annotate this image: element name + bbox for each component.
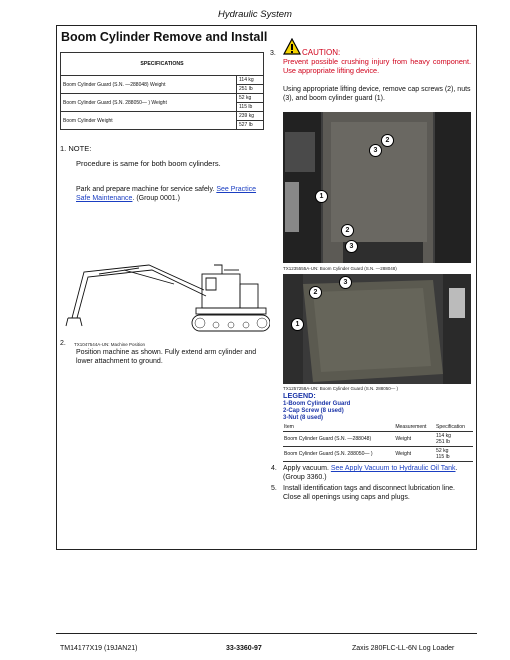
step4-number: 4.	[271, 465, 277, 472]
row-measurement: Weight	[394, 432, 435, 447]
step4-reference: . (Group 3360.)	[283, 465, 458, 481]
caution-word: CAUTION:	[302, 48, 341, 57]
park-text: Park and prepare machine for service safely.	[76, 186, 215, 193]
row-spec-imperial: 115 lb	[436, 454, 450, 460]
table-row	[283, 447, 473, 462]
row-spec-metric: 52 kg	[436, 448, 449, 454]
spec-item: Boom Cylinder Weight	[61, 112, 237, 130]
footer-page-number: 33-3360-97	[226, 645, 262, 652]
figure2-caption: TX1257258A-UN: Boom Cylinder Guard (S.N. 288050— )	[283, 386, 399, 391]
boom-line-inner	[77, 270, 206, 318]
col-header-measurement: Measurement	[394, 423, 435, 432]
figure1-caption: TX1235555A-UN: Boom Cylinder Guard (S.N. —288048)	[283, 266, 397, 271]
row-spec-metric: 114 kg	[436, 433, 451, 439]
step2-number: 2.	[60, 340, 66, 347]
row-measurement: Weight	[394, 447, 435, 462]
spec-metric: 52 kg	[237, 94, 264, 103]
specifications-heading: SPECIFICATIONS	[61, 53, 264, 76]
caution-text: Prevent possible crushing injury from heavy component. Use appropriate lifting device.	[283, 57, 471, 75]
callout-3: 3	[339, 276, 352, 289]
section-title: Boom Cylinder Remove and Install	[61, 30, 268, 44]
col-header-specification: Specification	[435, 423, 473, 432]
row-item: Boom Cylinder Guard (S.N. —288048)	[283, 432, 394, 447]
photo-1-graphic	[283, 112, 471, 263]
spec-item: Boom Cylinder Guard (S.N. 288050— ) Weight	[61, 94, 237, 112]
boom-cylinder-guard-photo-1	[283, 112, 471, 263]
figure-machine-caption: TX1047544A-UN: Machine Position	[74, 342, 146, 347]
spec-metric: 239 kg	[237, 112, 264, 121]
machine-position-illustration	[64, 260, 270, 337]
callout-3: 3	[345, 240, 358, 253]
legend-item: 2-Cap Screw (8 used)	[283, 408, 344, 414]
callout-3: 3	[369, 144, 382, 157]
grapple	[66, 318, 82, 326]
track	[192, 315, 270, 331]
apply-vacuum-link[interactable]: See Apply Vacuum to Hydraulic Oil Tank	[330, 465, 456, 472]
step1-number: 1.	[60, 144, 67, 153]
step3-number: 3.	[270, 50, 276, 57]
step3-text: Using appropriate lifting device, remove cap screws (2), nuts (3), and boom cylinder guard (1).	[283, 86, 471, 102]
callout-1: 1	[291, 318, 304, 331]
spec-imperial: 527 lb	[237, 121, 264, 130]
note-text: Procedure is same for both boom cylinders.	[76, 159, 221, 168]
footer-divider	[56, 633, 477, 634]
spec-imperial: 115 lb	[237, 103, 264, 112]
park-reference: . (Group 0001.)	[132, 194, 180, 202]
row-item: Boom Cylinder Guard (S.N. 288050— )	[283, 447, 394, 462]
specifications-table	[60, 52, 264, 130]
step2-text: Position machine as shown. Fully extend arm cylinder and lower attachment to ground.	[76, 349, 257, 365]
step1-note	[60, 144, 91, 153]
col-header-item: Item	[283, 423, 394, 432]
page-header-title: Hydraulic System	[218, 9, 292, 20]
step4-prefix: Apply vacuum.	[283, 465, 329, 472]
step4-text	[283, 465, 473, 483]
spec-imperial: 251 lb	[237, 85, 264, 94]
footer-document-id: TM14177X19 (19JAN21)	[60, 645, 138, 652]
boom-cylinder-guard-photo-2	[283, 274, 471, 384]
park-instruction	[76, 186, 266, 204]
spec-item: Boom Cylinder Guard (S.N. —288048) Weight	[61, 76, 237, 94]
cab	[202, 274, 240, 308]
footer-model-name: Zaxis 280FLC-LL-6N Log Loader	[352, 645, 455, 652]
step5-text: Install identification tags and disconnect lubrication line. Close all openings using caps and plugs.	[283, 485, 455, 501]
note-label: NOTE:	[68, 144, 92, 153]
row-spec-imperial: 251 lb	[436, 439, 450, 445]
practice-safe-maintenance-link[interactable]: See Practice Safe Maintenance	[76, 186, 257, 202]
step5-number: 5.	[271, 485, 277, 492]
legend-item: 3-Nut (8 used)	[283, 415, 324, 421]
table-row	[283, 432, 473, 447]
caution-warning-icon	[283, 38, 301, 56]
callout-2: 2	[341, 224, 354, 237]
callout-2: 2	[309, 286, 322, 299]
legend-item: 1-Boom Cylinder Guard	[283, 401, 351, 407]
measurement-table	[283, 423, 473, 462]
callout-1: 1	[315, 190, 328, 203]
spec-metric: 114 kg	[237, 76, 264, 85]
boom-line	[72, 265, 204, 318]
callout-2: 2	[381, 134, 394, 147]
legend-title: LEGEND:	[283, 391, 316, 400]
